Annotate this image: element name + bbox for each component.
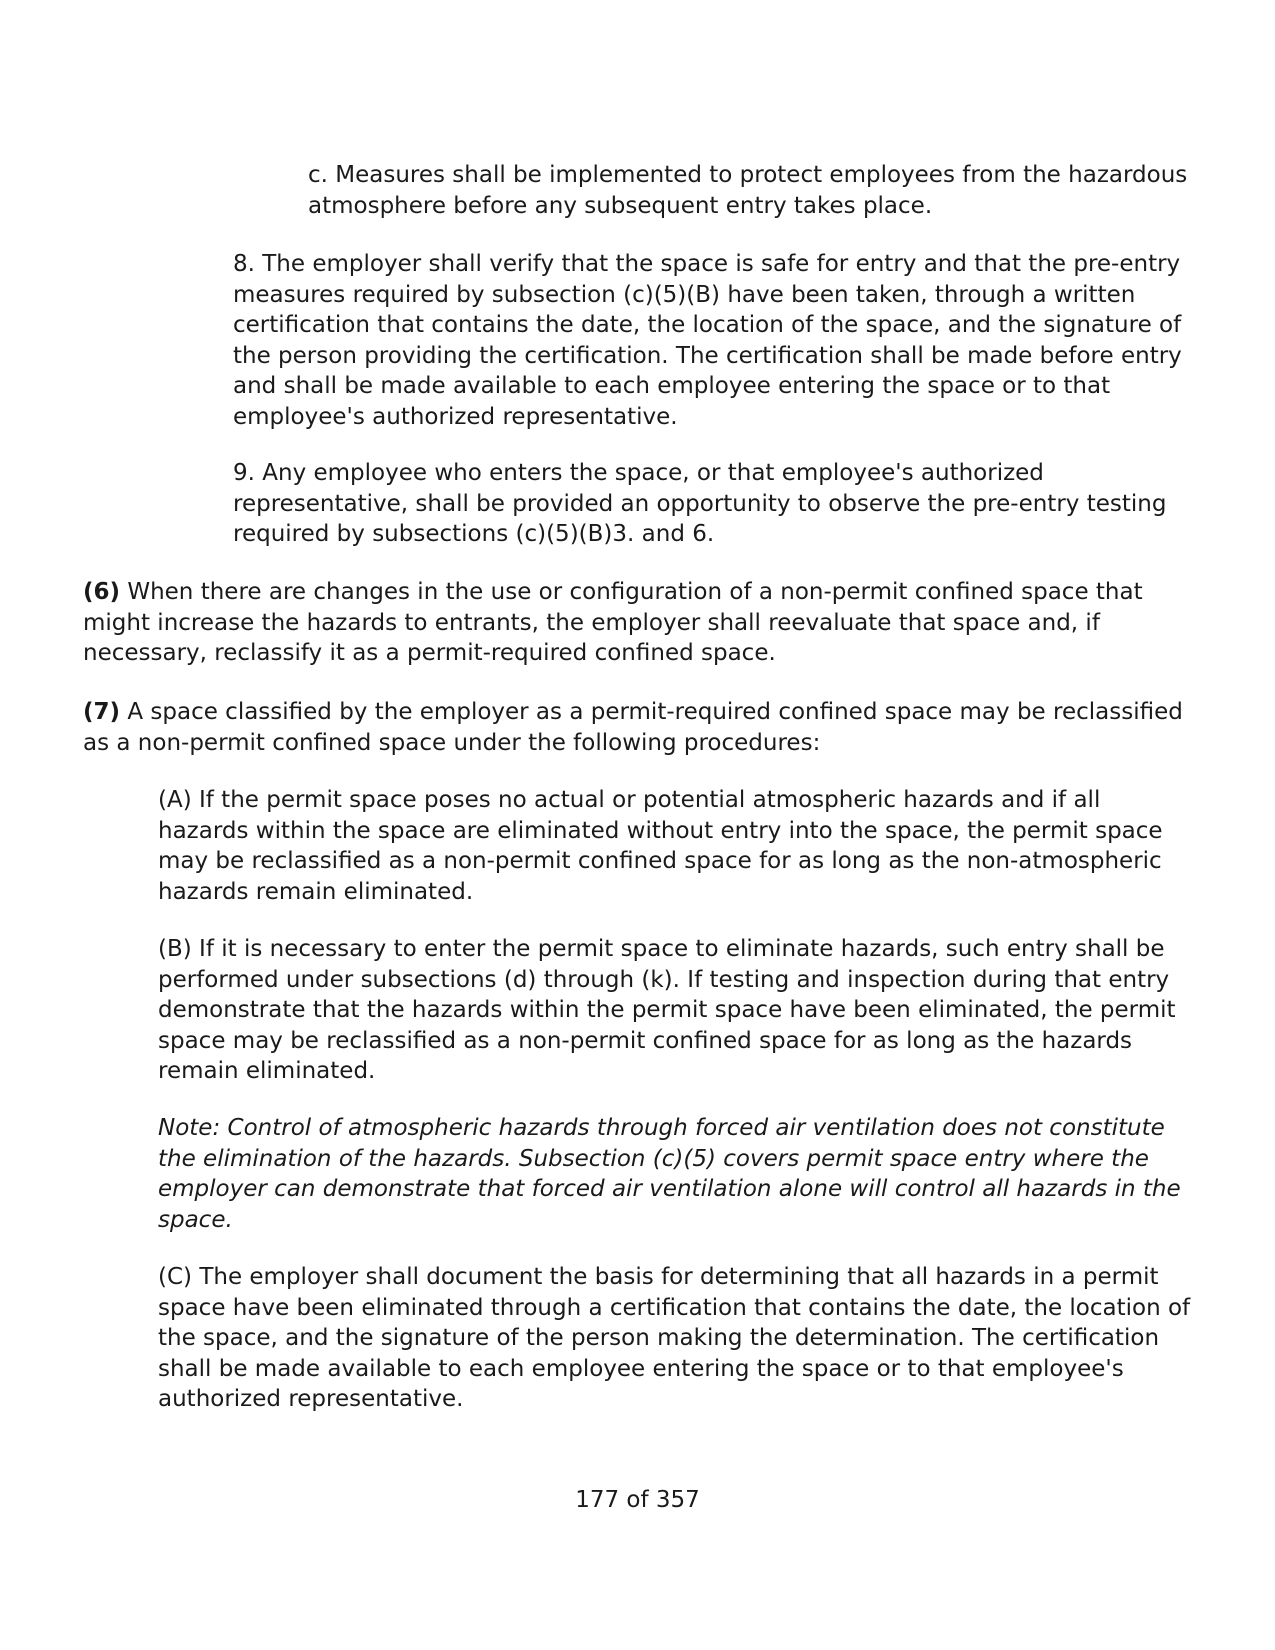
- page-number: 177 of 357: [575, 1487, 700, 1513]
- paragraph-7-text: A space classified by the employer as a permit-required confined space may be reclassified as a non-permit confined space under the following procedures:: [83, 699, 1183, 756]
- note-paragraph: Note: Control of atmospheric hazards through forced air ventilation does not constitute the elimination of the hazards. Subsection (c)(5) covers permit space entry where the employer can demonstrate that forced air ventilation alone will control all hazards in the space.: [158, 1115, 1181, 1233]
- paragraph-c: c. Measures shall be implemented to protect employees from the hazardous atmosphere before any subsequent entry takes place.: [308, 162, 1188, 219]
- paragraph-9: 9. Any employee who enters the space, or that employee's authorized representative, shall be provided an opportunity to observe the pre-entry testing required by subsections (c)(5)(B)3. and 6.: [233, 460, 1167, 547]
- paragraph-6-number: (6): [83, 579, 121, 605]
- paragraph-C: (C) The employer shall document the basis for determining that all hazards in a permit space have been eliminated through a certification that contains the date, the location of the space, and the signature of the person making the determination. The certification shall be made available to each employee entering the space or to that employee's authorized representative.: [158, 1264, 1191, 1412]
- paragraph-6: [83, 577, 1198, 669]
- paragraph-7: [83, 697, 1198, 758]
- paragraph-B: (B) If it is necessary to enter the permit space to eliminate hazards, such entry shall be performed under subsections (d) through (k). If testing and inspection during that entry demonstrate that the hazards within the permit space have been eliminated, the permit space may be reclassified as a non-permit confined space for as long as the hazards remain eliminated.: [158, 936, 1176, 1084]
- paragraph-8: 8. The employer shall verify that the space is safe for entry and that the pre-entry measures required by subsection (c)(5)(B) have been taken, through a written certification that contains the date, the location of the space, and the signature of the person providing the certification. The certification shall be made before entry and shall be made available to each employee entering the space or to that employee's authorized representative.: [233, 251, 1182, 430]
- paragraph-6-text: When there are changes in the use or configuration of a non-permit confined space that might increase the hazards to entrants, the employer shall reevaluate that space and, if necessary, reclassify it as a permit-required confined space.: [83, 579, 1143, 666]
- paragraph-A: (A) If the permit space poses no actual or potential atmospheric hazards and if all hazards within the space are eliminated without entry into the space, the permit space may be reclassified as a non-permit confined space for as long as the non-atmospheric hazards remain eliminated.: [158, 787, 1163, 905]
- paragraph-7-number: (7): [83, 699, 121, 725]
